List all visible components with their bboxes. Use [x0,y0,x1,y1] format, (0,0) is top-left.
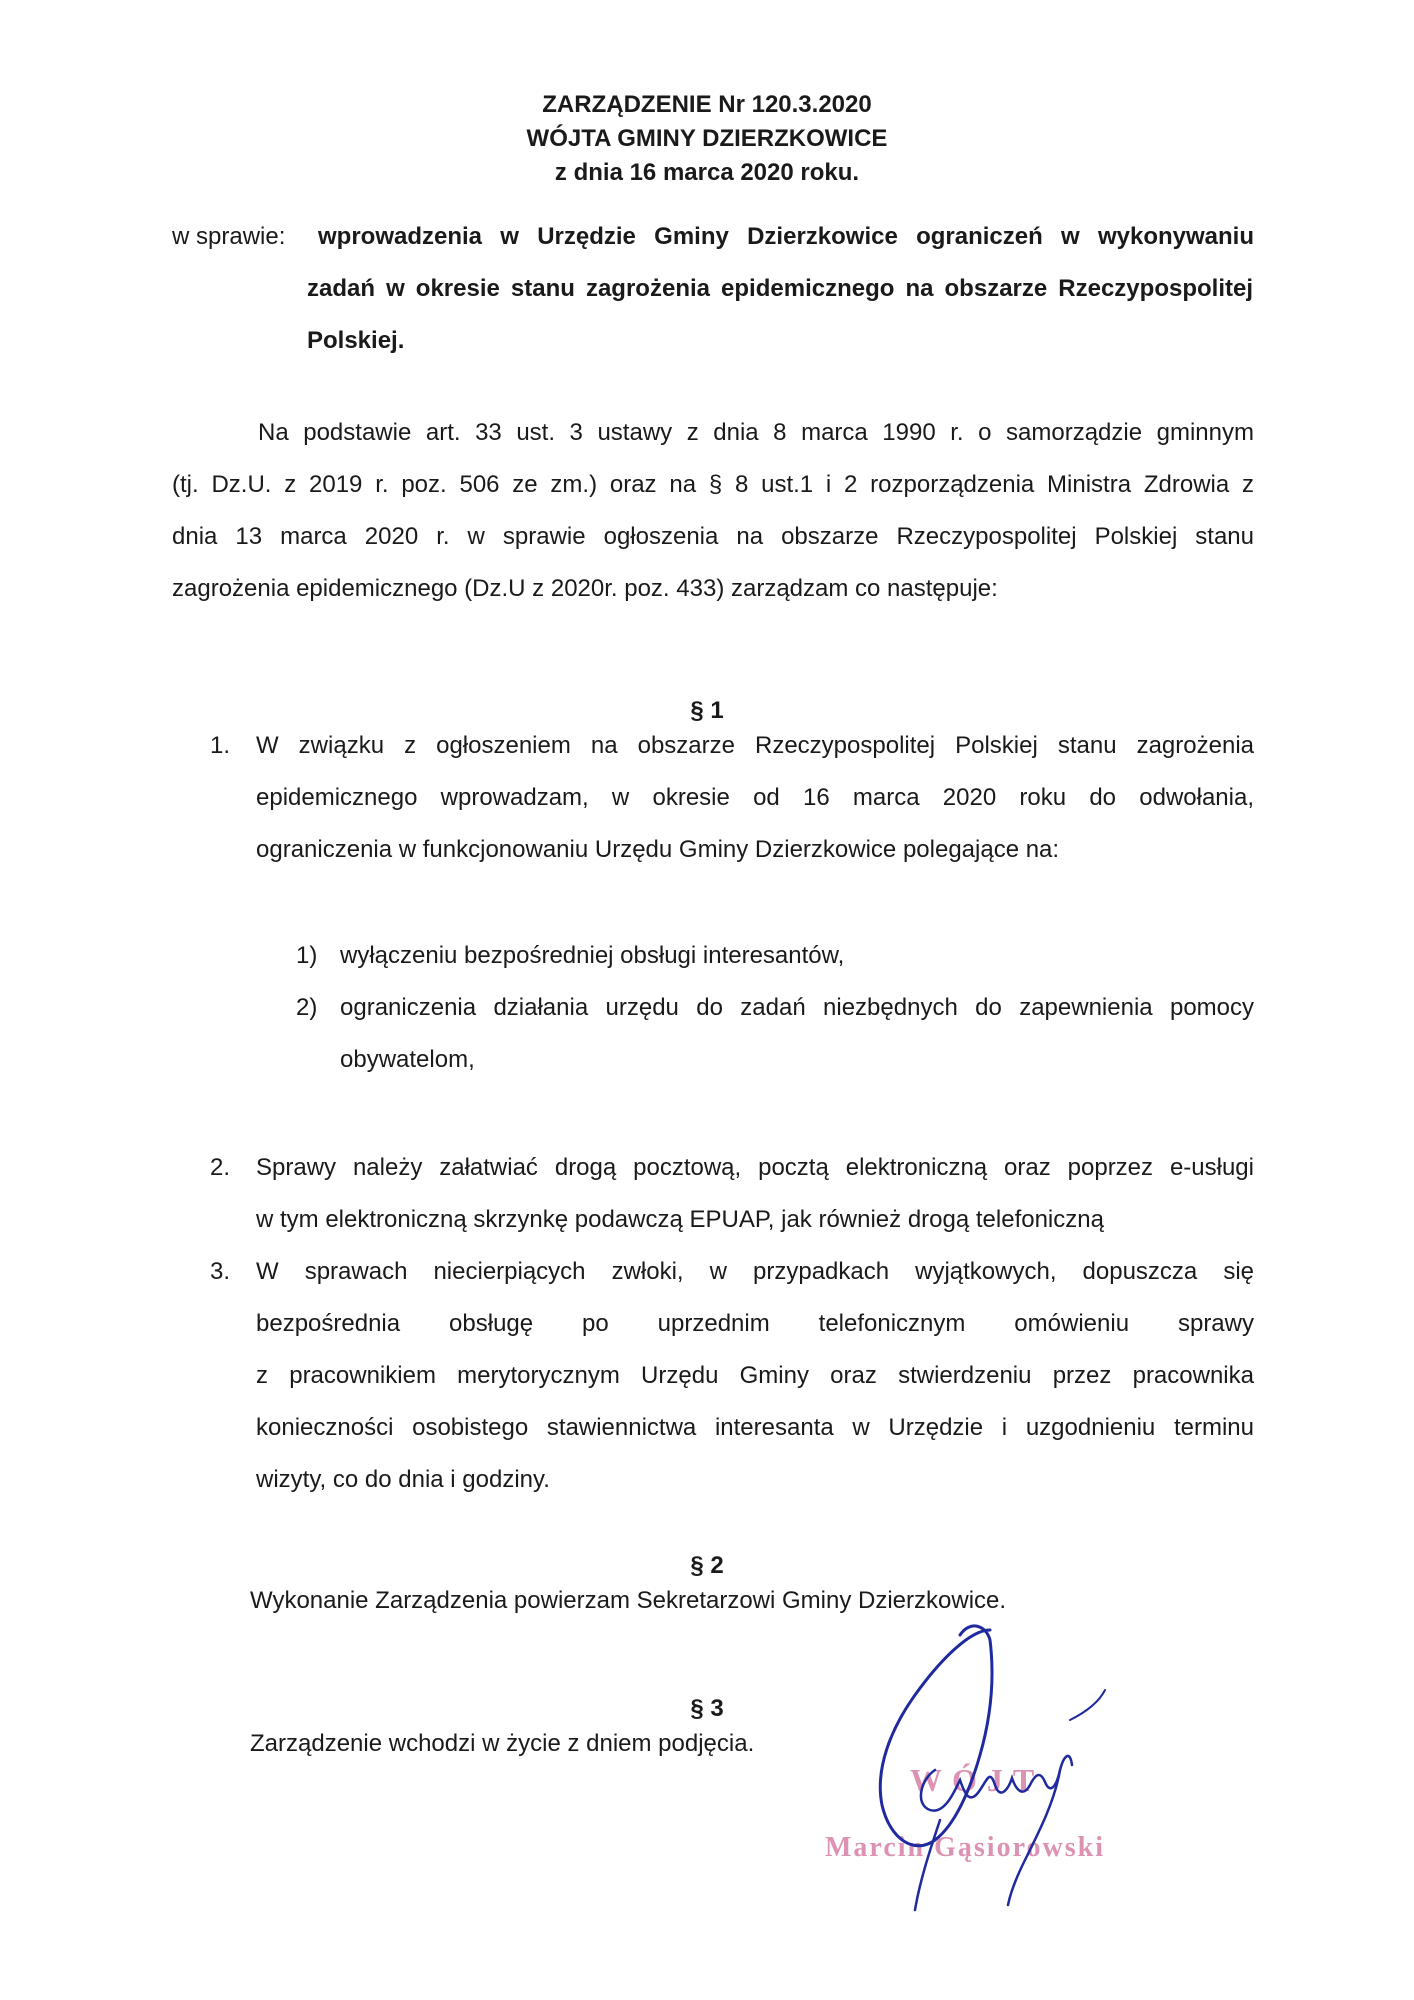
basis-line-3: dnia 13 marca 2020 r. w sprawie ogłoszenia na obszarze Rzeczypospolitej Polskiej stanu [172,523,1254,550]
sub-2-line-1: ograniczenia działania urzędu do zadań niezbędnych do zapewnienia pomocy [340,994,1254,1021]
stamp-name: Marcin Gąsiorowski [825,1832,1105,1863]
sub-2-number: 2) [296,994,318,1021]
item-1-line-1: W związku z ogłoszeniem na obszarze Rzeczypospolitej Polskiej stanu zagrożenia [256,732,1254,759]
item-3-line-4: konieczności osobistego stawiennictwa interesanta w Urzędzie i uzgodnieniu terminu [256,1414,1254,1441]
item-3-number: 3. [210,1258,231,1285]
section-2-heading: § 2 [690,1552,724,1579]
section-3-heading: § 3 [690,1695,724,1722]
basis-line-4: zagrożenia epidemicznego (Dz.U z 2020r. poz. 433) zarządzam co następuje: [172,575,998,602]
section-2-text: Wykonanie Zarządzenia powierzam Sekretarzowi Gminy Dzierzkowice. [250,1587,1007,1614]
signature-stroke [880,1626,992,1846]
item-1-line-2: epidemicznego wprowadzam, w okresie od 16 marca 2020 roku do odwołania, [256,784,1254,811]
signature-icon [820,1620,1140,1920]
section-3-text: Zarządzenie wchodzi w życie z dniem podjęcia. [250,1730,755,1757]
sub-1-number: 1) [296,942,318,969]
item-3-line-2: bezpośrednia obsługę po uprzednim telefonicznym omówieniu sprawy [256,1310,1254,1337]
section-1-heading: § 1 [690,697,724,724]
item-3-line-1: W sprawach niecierpiących zwłoki, w przypadkach wyjątkowych, dopuszcza się [256,1258,1254,1285]
ordinance-number: ZARZĄDZENIE Nr 120.3.2020 [542,91,872,118]
item-3-line-5: wizyty, co do dnia i godziny. [256,1466,550,1493]
sub-1-text: wyłączeniu bezpośredniej obsługi interesantów, [340,942,845,969]
item-2-line-1: Sprawy należy załatwiać drogą pocztową, pocztą elektroniczną oraz poprzez e-usługi [256,1154,1254,1181]
subject-line-2: zadań w okresie stanu zagrożenia epidemicznego na obszarze Rzeczypospolitej [307,275,1253,302]
basis-line-2: (tj. Dz.U. z 2019 r. poz. 506 ze zm.) oraz na § 8 ust.1 i 2 rozporządzenia Ministra Zdrowia z [172,471,1254,498]
basis-line-1: Na podstawie art. 33 ust. 3 ustawy z dnia 8 marca 1990 r. o samorządzie gminnym [258,419,1254,446]
signature-stroke [921,1756,1072,1811]
item-1-number: 1. [210,732,231,759]
sub-2-line-2: obywatelom, [340,1046,475,1073]
signature-stroke [1070,1690,1105,1720]
ordinance-authority: WÓJTA GMINY DZIERZKOWICE [526,125,888,152]
subject-line-3: Polskiej. [307,327,405,354]
subject-prefix: w sprawie: [172,223,286,250]
ordinance-date: z dnia 16 marca 2020 roku. [554,159,860,186]
item-3-line-3: z pracownikiem merytorycznym Urzędu Gminy oraz stwierdzeniu przez pracownika [256,1362,1254,1389]
item-1-line-3: ograniczenia w funkcjonowaniu Urzędu Gminy Dzierzkowice polegające na: [256,836,1060,863]
stamp-title: WÓJT [910,1762,1045,1798]
subject-line-1: wprowadzenia w Urzędzie Gminy Dzierzkowice ograniczeń w wykonywaniu [318,223,1254,250]
signature-stroke [915,1820,940,1910]
signature-stroke [1008,1770,1060,1905]
item-2-line-2: w tym elektroniczną skrzynkę podawczą EPUAP, jak również drogą telefoniczną [256,1206,1104,1233]
item-2-number: 2. [210,1154,231,1181]
